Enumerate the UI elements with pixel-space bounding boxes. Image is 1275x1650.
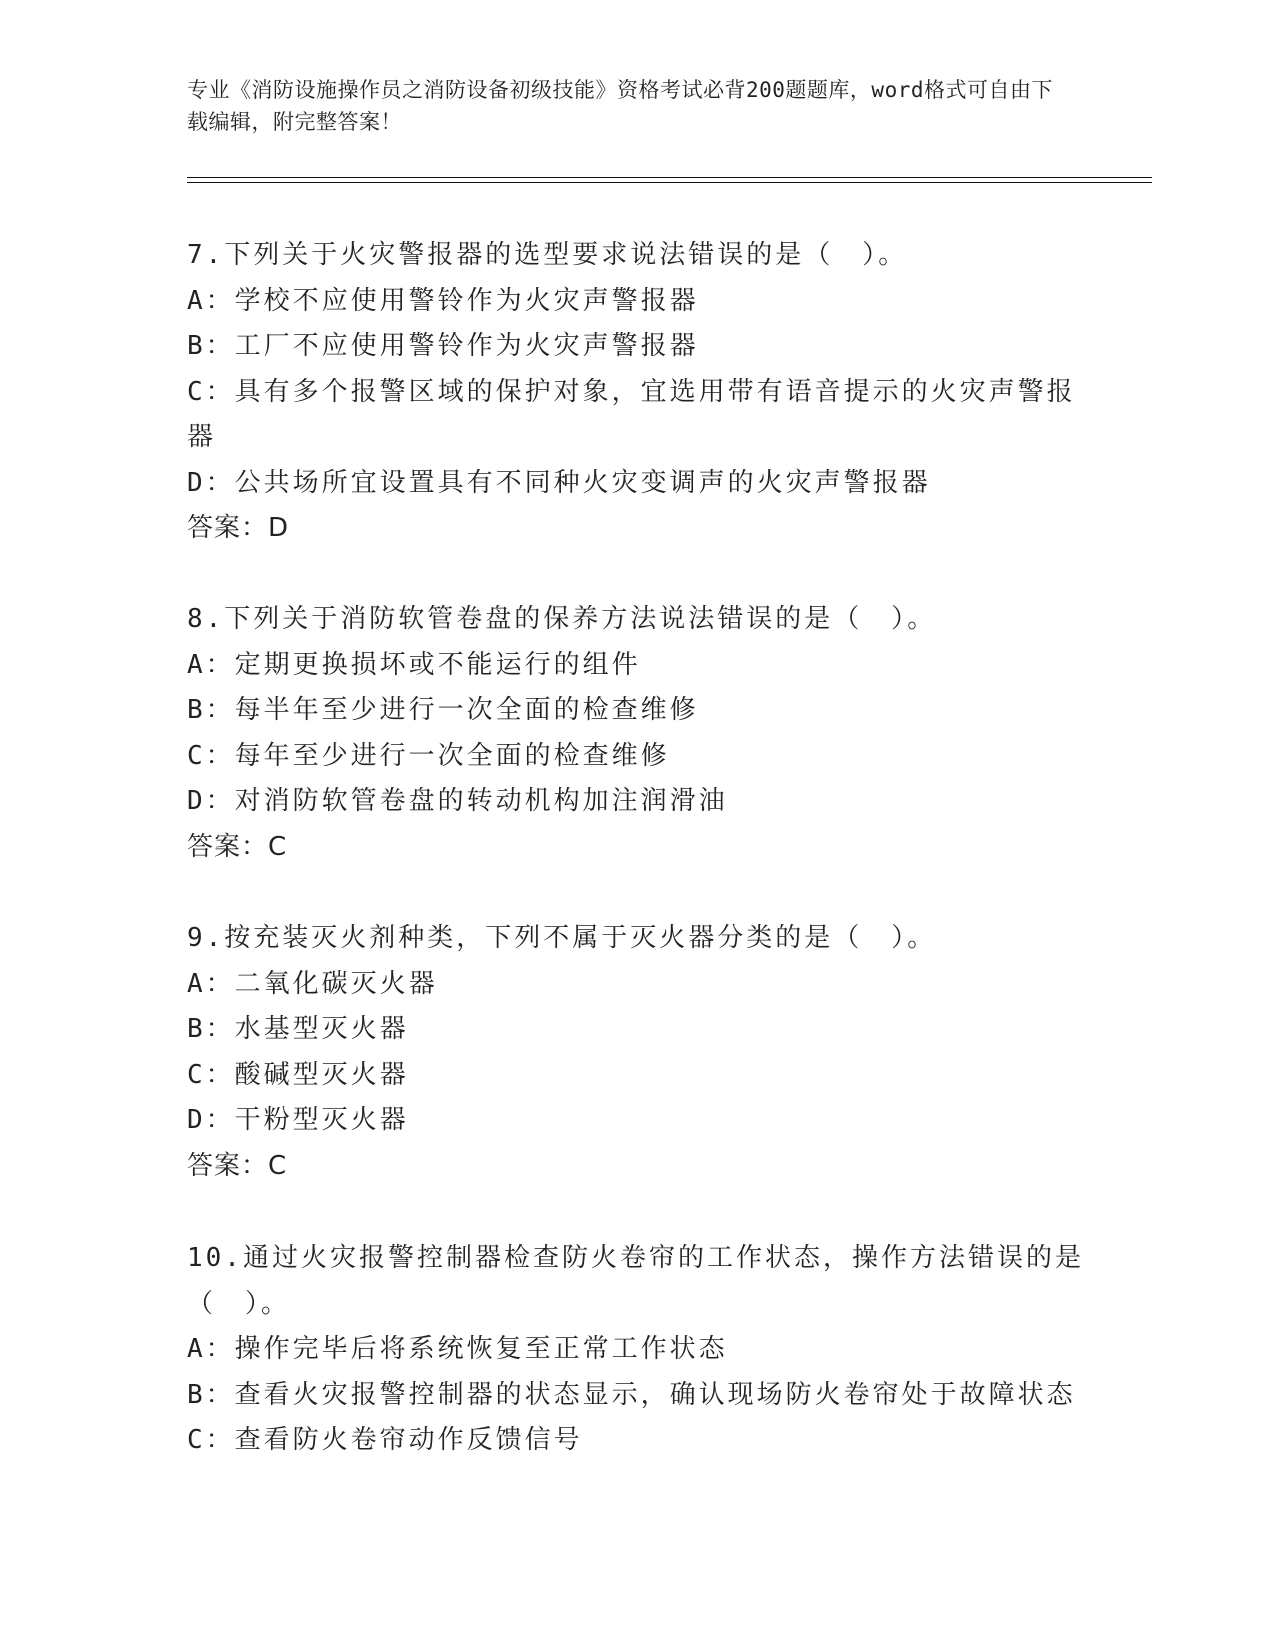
question-stem: 8.下列关于消防软管卷盘的保养方法说法错误的是（ ）。 <box>187 604 937 634</box>
question-stem: 9.按充装灭火剂种类，下列不属于灭火器分类的是（ ）。 <box>187 923 937 953</box>
option-b: B：水基型灭火器 <box>187 1014 409 1044</box>
header-divider-bottom <box>187 182 1152 183</box>
question-stem: 10.通过火灾报警控制器检查防火卷帘的工作状态，操作方法错误的是（ ）。 <box>187 1243 1084 1319</box>
option-a: A：操作完毕后将系统恢复至正常工作状态 <box>187 1334 728 1364</box>
option-d: D：公共场所宜设置具有不同种火灾变调声的火灾声警报器 <box>187 467 931 498</box>
option-d: D：对消防软管卷盘的转动机构加注润滑油 <box>187 786 728 816</box>
option-a: A：学校不应使用警铃作为火灾声警报器 <box>187 285 699 316</box>
question-10 <box>187 1236 1087 1464</box>
question-stem: 7.下列关于火灾警报器的选型要求说法错误的是（ ）。 <box>187 240 908 270</box>
question-8 <box>187 597 1087 870</box>
document-header: 专业《消防设施操作员之消防设备初级技能》资格考试必背200题题库，word格式可自由下载编辑，附完整答案！ <box>187 78 1053 134</box>
option-d: D：干粉型灭火器 <box>187 1105 409 1135</box>
option-c: C：具有多个报警区域的保护对象，宜选用带有语音提示的火灾声警报器 <box>187 376 1076 452</box>
option-b: B：查看火灾报警控制器的状态显示，确认现场防火卷帘处于故障状态 <box>187 1379 1076 1410</box>
answer: 答案：D <box>187 513 290 543</box>
option-a: A：定期更换损坏或不能运行的组件 <box>187 649 641 680</box>
question-9 <box>187 916 1087 1189</box>
answer: 答案：C <box>187 831 288 862</box>
option-c: C：每年至少进行一次全面的检查维修 <box>187 740 670 771</box>
option-b: B：工厂不应使用警铃作为火灾声警报器 <box>187 331 699 361</box>
header-divider-top <box>187 177 1152 178</box>
question-7 <box>187 233 1087 552</box>
answer: 答案：C <box>187 1150 288 1181</box>
option-a: A：二氧化碳灭火器 <box>187 968 438 999</box>
option-c: C：酸碱型灭火器 <box>187 1059 409 1090</box>
option-b: B：每半年至少进行一次全面的检查维修 <box>187 695 699 725</box>
option-c: C：查看防火卷帘动作反馈信号 <box>187 1425 583 1455</box>
